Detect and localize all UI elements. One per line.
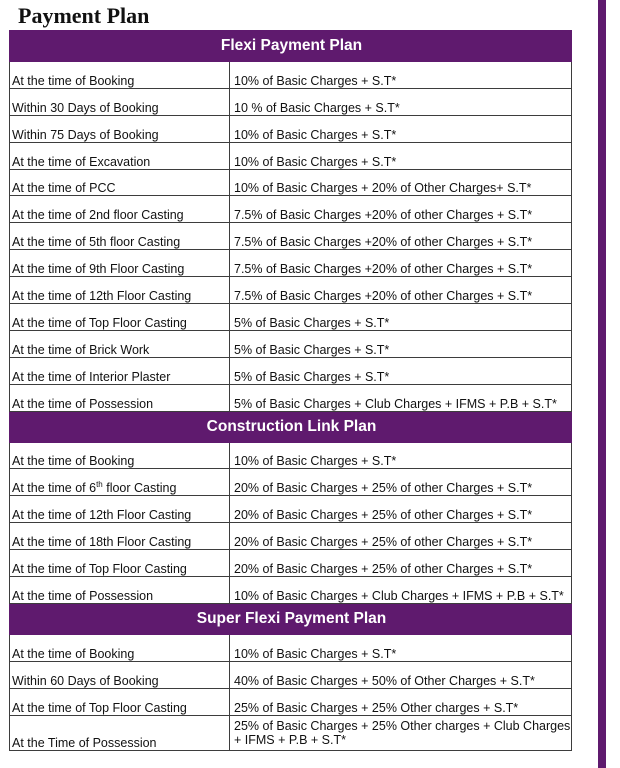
payment-stage: At the time of Brick Work bbox=[10, 330, 230, 357]
section-heading: Construction Link Plan bbox=[10, 411, 572, 442]
payment-stage: At the time of 2nd floor Casting bbox=[10, 196, 230, 223]
page-title: Payment Plan bbox=[18, 3, 150, 28]
payment-amount: 10% of Basic Charges + 20% of Other Charges+ S.T* bbox=[230, 169, 572, 196]
payment-amount: 10% of Basic Charges + S.T* bbox=[230, 442, 572, 469]
payment-stage: At the time of Top Floor Casting bbox=[10, 688, 230, 715]
table-row bbox=[10, 688, 572, 715]
table-row bbox=[10, 523, 572, 550]
table-row bbox=[10, 142, 572, 169]
table-row bbox=[10, 384, 572, 411]
payment-stage: At the time of Booking bbox=[10, 634, 230, 661]
payment-amount: 20% of Basic Charges + 25% of other Charges + S.T* bbox=[230, 523, 572, 550]
payment-stage: At the time of Interior Plaster bbox=[10, 357, 230, 384]
payment-amount: 7.5% of Basic Charges +20% of other Charges + S.T* bbox=[230, 277, 572, 304]
table-row bbox=[10, 661, 572, 688]
payment-amount: 25% of Basic Charges + 25% Other charges + Club Charges + IFMS + P.B + S.T* bbox=[230, 715, 572, 750]
payment-stage: At the time of Excavation bbox=[10, 142, 230, 169]
section-header-row bbox=[10, 411, 572, 442]
table-row bbox=[10, 115, 572, 142]
payment-amount: 10% of Basic Charges + S.T* bbox=[230, 634, 572, 661]
payment-amount: 5% of Basic Charges + S.T* bbox=[230, 357, 572, 384]
table-row bbox=[10, 577, 572, 604]
payment-amount: 25% of Basic Charges + 25% Other charges + S.T* bbox=[230, 688, 572, 715]
payment-amount: 7.5% of Basic Charges +20% of other Charges + S.T* bbox=[230, 223, 572, 250]
table-row bbox=[10, 715, 572, 750]
table-row bbox=[10, 496, 572, 523]
table-row bbox=[10, 330, 572, 357]
payment-stage: At the time of 6th floor Casting bbox=[10, 469, 230, 496]
payment-stage: At the time of 18th Floor Casting bbox=[10, 523, 230, 550]
payment-amount: 5% of Basic Charges + Club Charges + IFMS + P.B + S.T* bbox=[230, 384, 572, 411]
table-row bbox=[10, 277, 572, 304]
payment-amount: 10% of Basic Charges + S.T* bbox=[230, 142, 572, 169]
payment-plan-table bbox=[9, 30, 572, 751]
section-header-row bbox=[10, 603, 572, 634]
section-header-row bbox=[10, 31, 572, 62]
table-row bbox=[10, 550, 572, 577]
payment-stage: At the time of Top Floor Casting bbox=[10, 304, 230, 331]
payment-stage: At the time of 9th Floor Casting bbox=[10, 250, 230, 277]
payment-amount: 7.5% of Basic Charges +20% of other Charges + S.T* bbox=[230, 196, 572, 223]
payment-amount: 20% of Basic Charges + 25% of other Charges + S.T* bbox=[230, 496, 572, 523]
payment-amount: 20% of Basic Charges + 25% of other Charges + S.T* bbox=[230, 550, 572, 577]
payment-stage: At the time of Top Floor Casting bbox=[10, 550, 230, 577]
table-row bbox=[10, 357, 572, 384]
payment-stage: Within 75 Days of Booking bbox=[10, 115, 230, 142]
table-row bbox=[10, 62, 572, 89]
table-row bbox=[10, 442, 572, 469]
payment-stage: At the Time of Possession bbox=[10, 715, 230, 750]
payment-amount: 7.5% of Basic Charges +20% of other Charges + S.T* bbox=[230, 250, 572, 277]
payment-stage: At the time of 5th floor Casting bbox=[10, 223, 230, 250]
payment-stage: At the time of Booking bbox=[10, 62, 230, 89]
payment-stage: At the time of Possession bbox=[10, 577, 230, 604]
table-row bbox=[10, 250, 572, 277]
payment-stage: At the time of PCC bbox=[10, 169, 230, 196]
payment-stage: Within 60 Days of Booking bbox=[10, 661, 230, 688]
section-heading: Super Flexi Payment Plan bbox=[10, 603, 572, 634]
table-row bbox=[10, 634, 572, 661]
payment-amount: 5% of Basic Charges + S.T* bbox=[230, 330, 572, 357]
payment-amount: 10 % of Basic Charges + S.T* bbox=[230, 88, 572, 115]
payment-stage: At the time of Booking bbox=[10, 442, 230, 469]
section-heading: Flexi Payment Plan bbox=[10, 31, 572, 62]
payment-stage: At the time of 12th Floor Casting bbox=[10, 496, 230, 523]
payment-amount: 40% of Basic Charges + 50% of Other Charges + S.T* bbox=[230, 661, 572, 688]
table-row bbox=[10, 88, 572, 115]
table-row bbox=[10, 196, 572, 223]
payment-stage: Within 30 Days of Booking bbox=[10, 88, 230, 115]
table-row bbox=[10, 169, 572, 196]
payment-amount: 10% of Basic Charges + S.T* bbox=[230, 115, 572, 142]
table-row bbox=[10, 469, 572, 496]
payment-amount: 20% of Basic Charges + 25% of other Charges + S.T* bbox=[230, 469, 572, 496]
payment-stage: At the time of 12th Floor Casting bbox=[10, 277, 230, 304]
payment-amount: 10% of Basic Charges + Club Charges + IFMS + P.B + S.T* bbox=[230, 577, 572, 604]
payment-stage: At the time of Possession bbox=[10, 384, 230, 411]
table-row bbox=[10, 223, 572, 250]
payment-amount: 10% of Basic Charges + S.T* bbox=[230, 62, 572, 89]
right-border-bar bbox=[598, 0, 606, 768]
payment-amount: 5% of Basic Charges + S.T* bbox=[230, 304, 572, 331]
table-row bbox=[10, 304, 572, 331]
